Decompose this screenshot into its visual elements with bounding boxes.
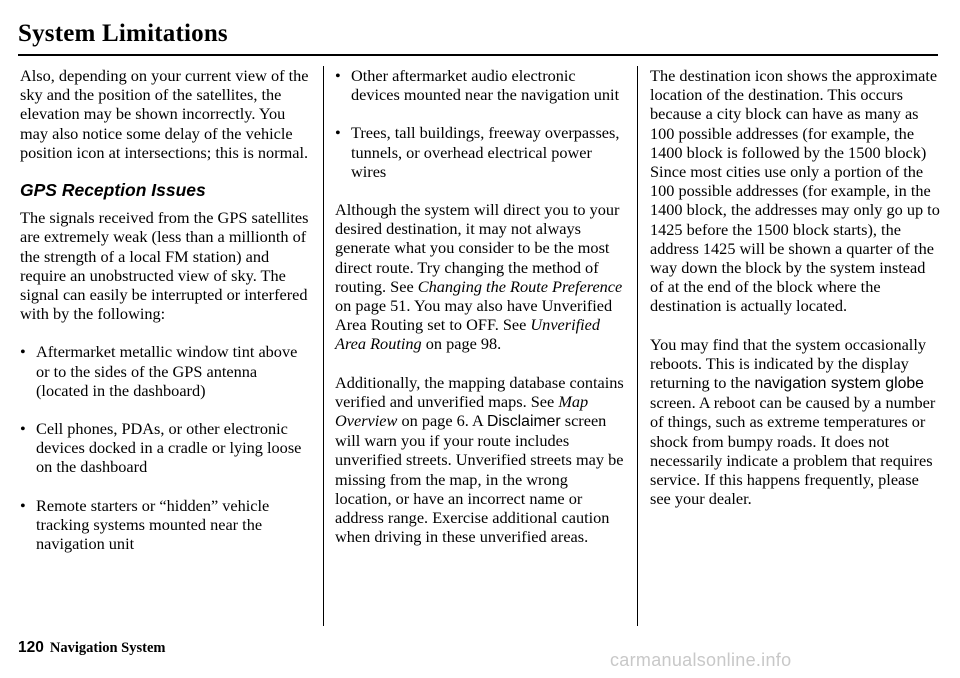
- page-title: System Limitations: [18, 20, 228, 47]
- intro-paragraph: Also, depending on your current view of the sky and the position of the satellites, the elevation may be shown incorrectly. You may also notice some delay of the vehicle position icon at intersections; this is normal.: [20, 66, 309, 162]
- column-divider-1: [323, 66, 324, 626]
- column-3: [650, 66, 940, 527]
- routing-paragraph: Although the system will direct you to your desired destination, it may not always generate what you consider to be the most direct route. Try changing the method of routing. See Changing the Route Preference on page 51. You may also have Unverified Area Routing set to OFF. See Unverified Area Routing on page 98.: [335, 200, 623, 354]
- page-number: 120: [18, 639, 44, 656]
- column-divider-2: [637, 66, 638, 626]
- xref-unverified-routing: Unverified Area Routing: [335, 315, 601, 354]
- column-1: [20, 66, 312, 572]
- screen-name-globe: navigation system globe: [754, 375, 924, 393]
- page-footer: [18, 639, 165, 657]
- list-item: • Other aftermarket audio electronic devices mounted near the navigation unit: [335, 66, 625, 104]
- list-item: • Remote starters or “hidden” vehicle tracking systems mounted near the navigation unit: [20, 496, 312, 554]
- xref-route-preference: Changing the Route Preference: [417, 276, 623, 296]
- section-heading-gps: GPS Reception Issues: [20, 180, 206, 201]
- gps-paragraph: The signals received from the GPS satellites are extremely weak (less than a millionth of the strength of a local FM station) and require an unobstructed view of sky. The signal can easily be interrupted or interfered with by the following:: [20, 208, 309, 324]
- screen-name-disclaimer: Disclaimer: [486, 413, 561, 431]
- xref-map-overview: Map Overview: [335, 391, 589, 431]
- list-item: • Aftermarket metallic window tint above or to the sides of the GPS antenna (located in the dashboard): [20, 342, 312, 400]
- reboot-paragraph: You may find that the system occasionally reboots. This is indicated by the display returning to the navigation system globe screen. A reboot can be caused by a number of things, such as extreme temperatures or shock from bumpy roads. It does not necessarily indicate a problem that requires service. If this happens frequently, please see your dealer.: [650, 334, 936, 509]
- list-item: • Cell phones, PDAs, or other electronic devices docked in a cradle or lying loose on the dashboard: [20, 419, 312, 477]
- list-item: • Trees, tall buildings, freeway overpasses, tunnels, or overhead electrical power wires: [335, 123, 625, 181]
- column-2: [335, 66, 625, 565]
- footer-section: Navigation System: [49, 640, 166, 656]
- destination-paragraph: The destination icon shows the approximate location of the destination. This occurs because a city block can have as many as 100 possible addresses (for example, the 1400 block is followed by the 1500 block) Since most cities use only a portion of the 100 possible addresses (for example, in the 1400 block, the addresses may only go up to 1425 before the 1500 block starts), the address 1425 will be shown a quarter of the way down the block by the system instead of at the end of the block where the destination is actually located.: [650, 66, 940, 316]
- title-divider: [18, 54, 938, 56]
- database-paragraph: Additionally, the mapping database contains verified and unverified maps. See Map Overview on page 6. A Disclaimer screen will warn you if your route includes unverified streets. Unverified streets may be missing from the map, in the wrong location, or have an incorrect name or address range. Exercise additional caution when driving in these unverified areas.: [335, 372, 624, 547]
- watermark: carmanualsonline.info: [610, 650, 792, 670]
